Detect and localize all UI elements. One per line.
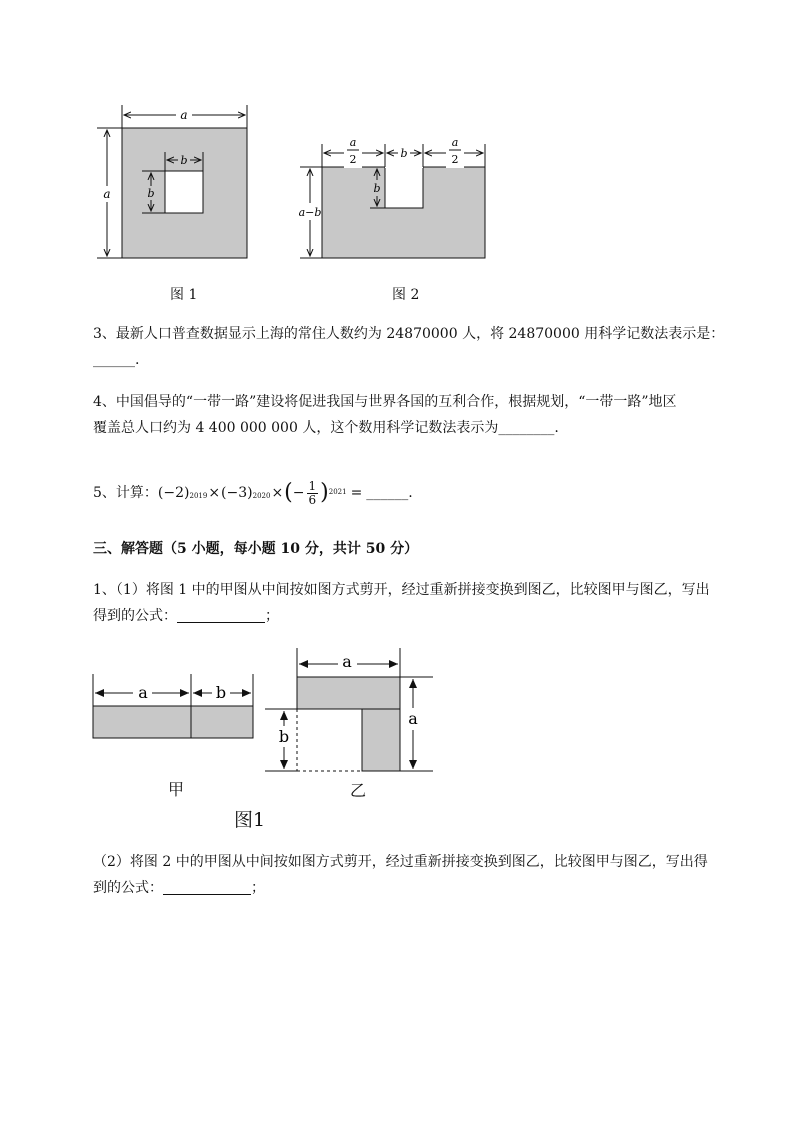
inner-square <box>165 171 203 213</box>
q5-fraction <box>307 480 319 507</box>
q5-equals: = <box>350 485 363 501</box>
question-3-answer-blank: ______. <box>93 352 140 368</box>
fig2-label-b-side: b <box>373 182 381 195</box>
q5-answer-blank: ______. <box>366 485 413 501</box>
top-figures <box>0 0 794 310</box>
figure-1 <box>97 105 247 258</box>
problem-2-line-2-suffix: ； <box>251 880 265 896</box>
figure-yi <box>265 648 433 771</box>
question-4-line-2: 覆盖总人口约为 4 400 000 000 人，这个数用科学记数法表示为________. <box>93 420 559 436</box>
q5-exp-3: 2021 <box>328 488 347 496</box>
figure-2-caption: 图 2 <box>392 287 420 303</box>
fig2-frac-right-num: a <box>451 136 459 149</box>
question-5 <box>93 470 413 516</box>
figure-jia-yi <box>0 640 794 840</box>
fig1-label-a-side: a <box>103 187 111 201</box>
figure-1-caption: 图 1 <box>170 287 198 303</box>
figure-2 <box>299 136 485 258</box>
problem-2-line-2 <box>93 875 265 901</box>
q5-base-1: (−2) <box>157 485 190 501</box>
section-3-heading: 三、解答题（5 小题，每小题 10 分，共计 50 分） <box>93 541 419 557</box>
jia-rect-a <box>93 706 191 738</box>
q5-base-2: (−3) <box>221 485 253 501</box>
question-3 <box>93 321 724 347</box>
q5-times-1: × <box>208 485 221 501</box>
problem-1-line-2 <box>93 603 279 629</box>
q5-minus: − <box>292 485 305 501</box>
problem-1-line-2-suffix: ； <box>265 608 279 624</box>
problem-1-line-2-prefix: 得到的公式： <box>93 608 177 624</box>
figure-1b-caption: 图1 <box>234 809 266 831</box>
problem-1-line-1: 1、（1）将图 1 中的甲图从中间按如图方式剪开，经过重新拼接变换到图乙，比较图甲与图乙，写出 <box>93 582 710 598</box>
q5-times-2: × <box>271 485 284 501</box>
fig2-frac-left-num: a <box>349 136 357 149</box>
q5-exp-2: 2020 <box>252 492 271 500</box>
fig2-frac-right-den: 2 <box>451 153 459 166</box>
fig1-label-a-top: a <box>180 108 188 122</box>
q5-paren-open: ( <box>284 480 293 505</box>
yi-label-a-top: a <box>342 652 352 671</box>
yi-label-a-side: a <box>408 709 418 728</box>
q5-frac-den: 6 <box>308 492 317 507</box>
yi-right-bar <box>362 709 400 771</box>
q5-paren-close: ) <box>320 480 329 505</box>
q5-frac-num: 1 <box>308 478 317 493</box>
yi-label-b: b <box>278 727 290 746</box>
fig1-label-b-side: b <box>147 187 155 200</box>
notch <box>385 167 423 208</box>
figure-jia <box>93 674 253 738</box>
fig2-label-height: a−b <box>298 206 322 219</box>
q5-exp-1: 2019 <box>189 492 208 500</box>
yi-caption: 乙 <box>350 781 367 800</box>
problem-1-answer-blank <box>177 606 265 623</box>
problem-2-answer-blank <box>163 878 251 895</box>
yi-top-bar <box>297 677 400 709</box>
question-4-line-1: 4、中国倡导的“一带一路”建设将促进我国与世界各国的互利合作，根据规划，“一带一路”地区 <box>93 394 677 410</box>
fig2-label-b-top: b <box>400 147 408 160</box>
jia-label-b: b <box>215 683 227 702</box>
jia-rect-b <box>191 706 253 738</box>
question-5-prefix: 5、计算： <box>93 485 158 501</box>
question-3-text: 3、最新人口普查数据显示上海的常住人数约为 24870000 人，将 24870000 用科学记数法表示是： <box>93 326 725 342</box>
fig2-frac-left-den: 2 <box>349 153 357 166</box>
fig1-label-b-top: b <box>180 154 188 167</box>
problem-2-line-1: （2）将图 2 中的甲图从中间按如图方式剪开，经过重新拼接变换到图乙，比较图甲与图乙，写出得 <box>93 854 708 870</box>
jia-label-a: a <box>138 683 148 702</box>
problem-2-line-2-prefix: 到的公式： <box>93 880 163 896</box>
jia-caption: 甲 <box>168 780 185 799</box>
